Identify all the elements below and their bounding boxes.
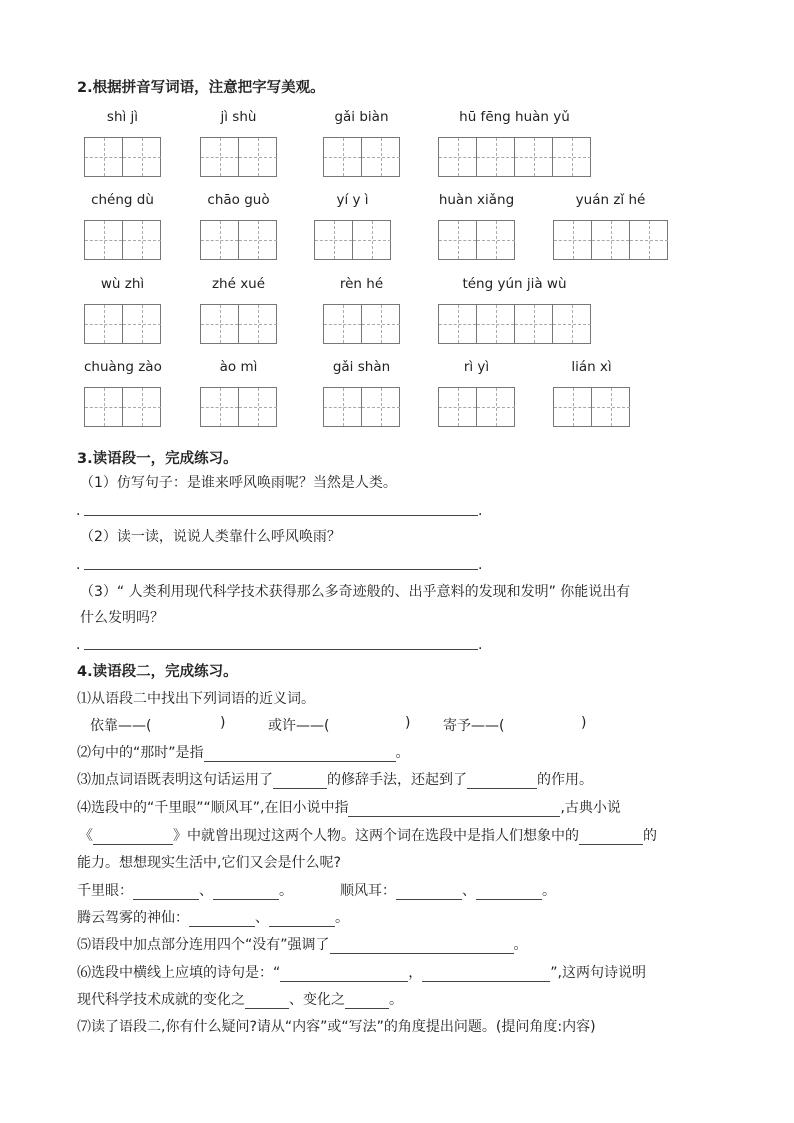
- tianzige-cell[interactable]: [553, 305, 591, 343]
- pinyin-label: ào mì: [219, 359, 258, 375]
- q2-title: 2.根据拼音写词语，注意把字写美观。: [77, 80, 325, 96]
- tianzige-box[interactable]: [200, 137, 277, 177]
- tianzige-box[interactable]: [438, 220, 515, 260]
- q4-p6-line1: ⑹选段中横线上应填的诗句是：“ ， ”,这两句诗说明: [77, 965, 646, 981]
- q4-p4-line2: 《 》中就曾出现过这两个人物。这两个词在选段中是指人们想象中的 的: [79, 828, 657, 844]
- tianzige-cell[interactable]: [123, 221, 161, 259]
- q3-dot-3b: .: [478, 637, 483, 653]
- pinyin-label: chāo guò: [207, 192, 270, 208]
- tianzige-cell[interactable]: [201, 388, 239, 426]
- tianzige-box[interactable]: [323, 137, 400, 177]
- q4-p5-blank[interactable]: [330, 939, 514, 954]
- pinyin-label: wù zhì: [100, 276, 145, 292]
- q4-p4-line1: ⑷选段中的“千里眼”“顺风耳”,在旧小说中指 ,古典小说: [77, 800, 621, 816]
- q3-answer-line-3[interactable]: [84, 649, 478, 650]
- q4-p6-blank-2[interactable]: [422, 967, 550, 982]
- tianzige-cell[interactable]: [439, 388, 477, 426]
- tianzige-cell[interactable]: [362, 138, 400, 176]
- pinyin-label: hū fēng huàn yǔ: [459, 109, 570, 125]
- pinyin-label: rèn hé: [339, 276, 384, 292]
- tianzige-box[interactable]: [200, 304, 277, 344]
- tianzige-cell[interactable]: [592, 221, 630, 259]
- tianzige-box[interactable]: [84, 304, 161, 344]
- q4-p4-blank-3[interactable]: [579, 830, 643, 845]
- pinyin-label: chéng dù: [91, 192, 154, 208]
- shenxian-blank-1[interactable]: [189, 912, 255, 927]
- q4-p2: ⑵句中的“那时”是指 。: [77, 745, 410, 761]
- tianzige-box[interactable]: [84, 387, 161, 427]
- tianzige-cell[interactable]: [324, 305, 362, 343]
- q4-title: 4.读语段二，完成练习。: [77, 664, 238, 680]
- tianzige-box[interactable]: [438, 137, 591, 177]
- synonym-2-label: 或许——(: [268, 718, 330, 734]
- tianzige-cell[interactable]: [123, 305, 161, 343]
- synonym-2-close: ): [405, 715, 411, 731]
- tianzige-cell[interactable]: [553, 138, 591, 176]
- pinyin-label: yí y ì: [336, 192, 369, 208]
- q3-item3-line1: （3）“ 人类利用现代科学技术获得那么多奇迹般的、出乎意料的发现和发明” 你能说出有: [80, 584, 631, 600]
- tianzige-cell[interactable]: [85, 221, 123, 259]
- shenxian-blank-2[interactable]: [269, 912, 335, 927]
- tianzige-box[interactable]: [438, 387, 515, 427]
- tianzige-cell[interactable]: [439, 305, 477, 343]
- tianzige-cell[interactable]: [239, 221, 277, 259]
- q3-item2: （2）读一读，说说人类靠什么呼风唤雨？: [80, 529, 341, 545]
- tianzige-cell[interactable]: [123, 138, 161, 176]
- tianzige-box[interactable]: [438, 304, 591, 344]
- q4-p4-qianliyan: 千里眼： 、 。: [77, 883, 293, 899]
- tianzige-cell[interactable]: [85, 138, 123, 176]
- tianzige-cell[interactable]: [477, 388, 515, 426]
- pinyin-label: yuán zǐ hé: [575, 192, 646, 208]
- tianzige-cell[interactable]: [554, 221, 592, 259]
- q4-p3-blank-2[interactable]: [467, 774, 537, 789]
- q4-p3-blank-1[interactable]: [273, 774, 327, 789]
- synonym-3-label: 寄予——(: [443, 718, 505, 734]
- tianzige-cell[interactable]: [315, 221, 353, 259]
- q4-p7: ⑺读了语段二,你有什么疑问?请从“内容”或“写法”的角度提出问题。(提问角度:内容): [77, 1019, 596, 1035]
- tianzige-box[interactable]: [323, 387, 400, 427]
- q4-p6-line2: 现代科学技术成就的变化之 、变化之 。: [77, 992, 403, 1008]
- tianzige-cell[interactable]: [515, 305, 553, 343]
- tianzige-cell[interactable]: [477, 138, 515, 176]
- pinyin-label: gǎi shàn: [332, 359, 391, 375]
- qianliyan-blank-2[interactable]: [213, 885, 279, 900]
- pinyin-label: rì yì: [463, 359, 490, 375]
- tianzige-cell[interactable]: [592, 388, 630, 426]
- tianzige-cell[interactable]: [239, 138, 277, 176]
- pinyin-label: gǎi biàn: [334, 109, 389, 125]
- q3-dot-2b: .: [478, 557, 483, 573]
- tianzige-cell[interactable]: [201, 138, 239, 176]
- tianzige-cell[interactable]: [515, 138, 553, 176]
- tianzige-cell[interactable]: [324, 138, 362, 176]
- tianzige-box[interactable]: [553, 220, 668, 260]
- tianzige-cell[interactable]: [477, 221, 515, 259]
- q3-item1: （1）仿写句子：是谁来呼风唤雨呢？当然是人类。: [80, 475, 397, 491]
- shunfenger-blank-2[interactable]: [476, 885, 542, 900]
- tianzige-cell[interactable]: [239, 388, 277, 426]
- pinyin-label: shì jì: [106, 109, 139, 125]
- q3-dot-2: .: [76, 557, 81, 573]
- q4-p4-blank-1[interactable]: [348, 802, 560, 817]
- pinyin-label: zhé xué: [211, 276, 266, 292]
- tianzige-box[interactable]: [200, 220, 277, 260]
- tianzige-cell[interactable]: [239, 305, 277, 343]
- tianzige-cell[interactable]: [362, 388, 400, 426]
- tianzige-cell[interactable]: [554, 388, 592, 426]
- q4-p4-shunfenger: 顺风耳： 、 。: [340, 883, 556, 899]
- pinyin-label: lián xì: [571, 359, 612, 375]
- synonym-1-label: 依靠——(: [90, 718, 152, 734]
- tianzige-box[interactable]: [323, 304, 400, 344]
- tianzige-cell[interactable]: [85, 305, 123, 343]
- tianzige-cell[interactable]: [353, 221, 391, 259]
- tianzige-box[interactable]: [84, 137, 161, 177]
- synonym-3-close: ): [581, 715, 587, 731]
- tianzige-box[interactable]: [553, 387, 630, 427]
- q4-p5: ⑸语段中加点部分连用四个“没有”强调了 。: [77, 937, 528, 953]
- tianzige-cell[interactable]: [362, 305, 400, 343]
- q4-p4-shenxian: 腾云驾雾的神仙： 、 。: [77, 910, 349, 926]
- q4-p4-blank-2[interactable]: [93, 830, 173, 845]
- pinyin-label: chuàng zào: [84, 359, 162, 375]
- pinyin-label: huàn xiǎng: [438, 192, 515, 208]
- tianzige-cell[interactable]: [123, 388, 161, 426]
- pinyin-label: jì shù: [220, 109, 257, 125]
- tianzige-cell[interactable]: [477, 305, 515, 343]
- q3-dot-1: .: [76, 503, 81, 519]
- q4-p1: ⑴从语段二中找出下列词语的近义词。: [77, 691, 315, 707]
- q3-dot-3: .: [76, 637, 81, 653]
- qianliyan-blank-1[interactable]: [133, 885, 199, 900]
- q4-p4-line3: 能力。想想现实生活中,它们又会是什么呢?: [77, 855, 341, 871]
- q3-item3-line2: 什么发明吗？: [80, 610, 164, 626]
- q4-p6-blank-4[interactable]: [345, 994, 389, 1009]
- tianzige-cell[interactable]: [201, 221, 239, 259]
- tianzige-box[interactable]: [200, 387, 277, 427]
- q3-dot-1b: .: [478, 503, 483, 519]
- q3-answer-line-1[interactable]: [84, 515, 478, 516]
- synonym-1-close: ): [220, 715, 226, 731]
- tianzige-cell[interactable]: [85, 388, 123, 426]
- q3-title: 3.读语段一，完成练习。: [77, 451, 238, 467]
- shunfenger-blank-1[interactable]: [396, 885, 462, 900]
- tianzige-cell[interactable]: [630, 221, 668, 259]
- tianzige-box[interactable]: [314, 220, 391, 260]
- tianzige-cell[interactable]: [439, 221, 477, 259]
- pinyin-label: téng yún jià wù: [462, 276, 567, 292]
- tianzige-box[interactable]: [84, 220, 161, 260]
- tianzige-cell[interactable]: [201, 305, 239, 343]
- tianzige-cell[interactable]: [324, 388, 362, 426]
- q4-p6-blank-3[interactable]: [245, 994, 289, 1009]
- q4-p6-blank-1[interactable]: [280, 967, 408, 982]
- q4-p3: ⑶加点词语既表明这句话运用了 的修辞手法，还起到了 的作用。: [77, 772, 593, 788]
- tianzige-cell[interactable]: [439, 138, 477, 176]
- q4-p2-blank[interactable]: [204, 747, 396, 762]
- q3-answer-line-2[interactable]: [84, 569, 478, 570]
